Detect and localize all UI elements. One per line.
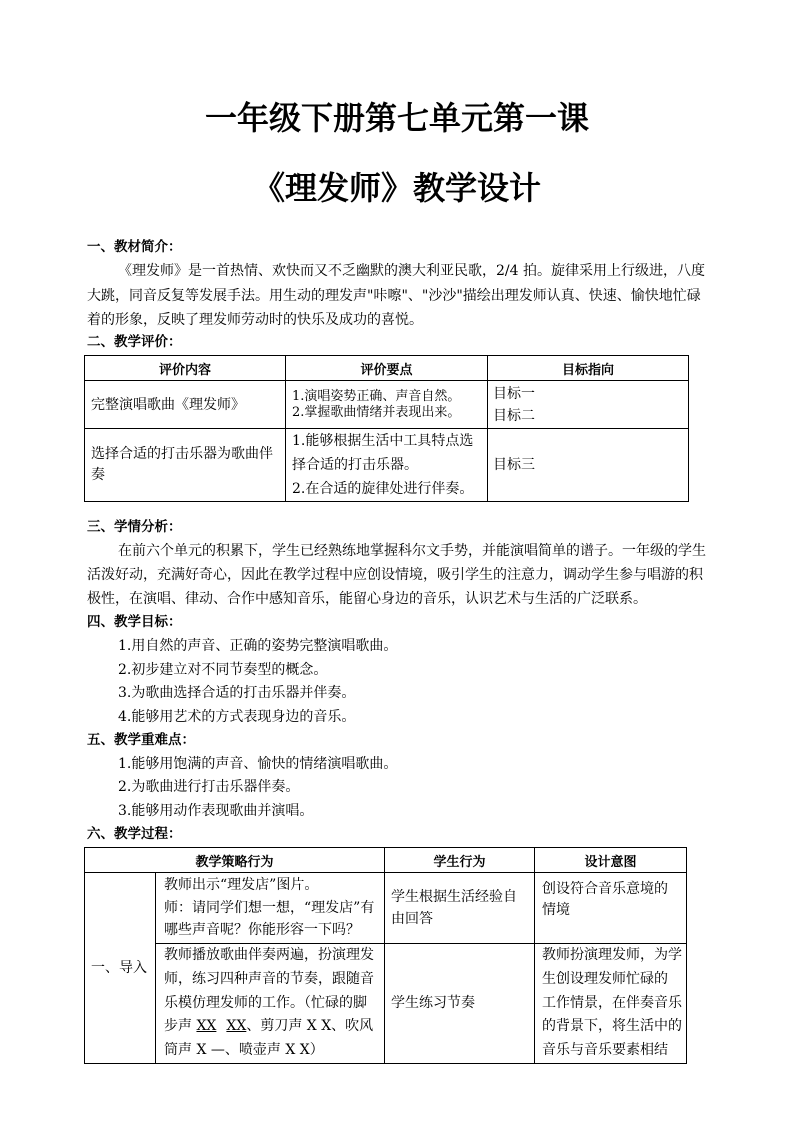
paragraph-line: 着的形象，反映了理发师劳动时的快乐及成功的喜悦。 — [87, 312, 423, 328]
table-cell — [535, 873, 687, 944]
cell-line: 乐模仿理发师的工作。（忙碌的脚 — [164, 994, 367, 1011]
evaluation-table — [84, 355, 689, 502]
rhythm-notation: XX — [196, 1018, 217, 1035]
cell-line: 创设符合音乐意境的 — [542, 881, 669, 897]
table-cell — [286, 381, 488, 429]
cell-line: 2.掌握歌曲情绪并表现出来。 — [292, 404, 461, 420]
section-heading-process: 六、教学过程： — [87, 826, 182, 842]
document-title: 一年级下册第七单元第一课 — [204, 99, 589, 137]
cell-line: 奏 — [91, 467, 105, 483]
stage-label: 一、导入 — [91, 959, 147, 976]
section-heading-learner-analysis: 三、学情分析： — [87, 519, 182, 535]
list-item: 4.能够用艺术的方式表现身边的音乐。 — [118, 709, 356, 725]
cell-line: 教师播放歌曲伴奏两遍，扮演理发 — [164, 947, 374, 963]
table-cell — [385, 873, 535, 944]
cell-line: 生创设理发师忙碌的 — [542, 970, 669, 987]
section-heading-objectives: 四、教学目标： — [87, 614, 182, 630]
table-header-cell: 设计意图 — [535, 848, 687, 873]
cell-line: 的背景下，将生活中的 — [542, 1018, 683, 1035]
teaching-process-table — [84, 847, 687, 1064]
cell-line: 择合适的打击乐器。 — [292, 457, 418, 473]
cell-line: 目标一 — [493, 385, 535, 402]
cell-line: 教师出示“理发店”图片。 — [164, 877, 319, 894]
cell-line: 学生根据生活经验自 — [391, 889, 518, 905]
table-cell — [156, 944, 385, 1064]
list-item: 1.用自然的声音、正确的姿势完整演唱歌曲。 — [118, 638, 398, 654]
rhythm-prefix: 步声 — [164, 1018, 197, 1035]
cell-line: 教师扮演理发师，为学 — [542, 947, 683, 963]
table-header-cell: 目标指向 — [488, 356, 689, 381]
list-item: 3.为歌曲选择合适的打击乐器并伴奏。 — [118, 685, 356, 701]
table-cell — [156, 873, 385, 944]
cell-line: 由回答 — [391, 911, 434, 927]
table-cell — [535, 944, 687, 1064]
cell-line: 音乐与音乐要素相结 — [542, 1042, 669, 1059]
stage-cell — [85, 873, 156, 1064]
table-header-cell: 评价内容 — [85, 356, 286, 381]
cell-line: 2.在合适的旋律处进行伴奏。 — [292, 481, 474, 497]
document-subtitle: 《理发师》教学设计 — [252, 169, 541, 207]
rhythm-notation: XX — [226, 1018, 247, 1035]
cell-line-rhythm — [164, 1015, 381, 1039]
cell-line: 目标二 — [493, 407, 535, 424]
section-heading-materials: 一、教材简介： — [87, 239, 182, 255]
paragraph-line: 极性，在演唱、律动、合作中感知音乐，能留心身边的音乐，认识艺术与生活的广泛联系。 — [87, 591, 647, 607]
cell-line: 哪些声音呢？你能形容一下吗？ — [164, 922, 360, 939]
list-item: 2.初步建立对不同节奏型的概念。 — [118, 662, 328, 678]
cell-line: 工作情景，在伴奏音乐 — [542, 994, 683, 1011]
table-header-cell: 教学策略行为 — [85, 848, 385, 873]
cell-line: 目标三 — [493, 457, 535, 473]
cell-line: 1.演唱姿势正确、声音自然。 — [292, 388, 461, 404]
table-cell — [286, 429, 488, 502]
cell-line: 完整演唱歌曲《理发师》 — [91, 396, 245, 413]
table-cell — [85, 381, 286, 429]
table-header-cell: 评价要点 — [286, 356, 488, 381]
table-cell — [488, 429, 689, 502]
cell-line: 筒声 X —、喷壶声 X X） — [164, 1042, 324, 1059]
rhythm-suffix: 、剪刀声 X X、吹风 — [246, 1018, 374, 1035]
cell-line: 学生练习节奏 — [391, 995, 476, 1012]
paragraph-line: 活泼好动，充满好奇心，因此在教学过程中应创设情境，吸引学生的注意力，调动学生参与唱游的积 — [87, 567, 703, 583]
paragraph-line: 《理发师》是一首热情、欢快而又不乏幽默的澳大利亚民歌，2/4 拍。旋律采用上行级进，八度 — [118, 263, 705, 279]
table-header-cell: 学生行为 — [385, 848, 535, 873]
section-heading-evaluation: 二、教学评价： — [87, 334, 182, 350]
paragraph-line: 大跳，同音反复等发展手法。用生动的理发声"咔嚓"、"沙沙"描绘出理发师认真、快速、愉快地忙碌 — [87, 288, 701, 304]
cell-line: 师，练习四种声音的节奏，跟随音 — [164, 970, 374, 987]
table-cell — [488, 381, 689, 429]
paragraph-line: 在前六个单元的积累下，学生已经熟练地掌握科尔文手势，并能演唱简单的谱子。一年级的学生 — [118, 543, 706, 559]
list-item: 3.能够用动作表现歌曲并演唱。 — [118, 803, 314, 819]
cell-line: 1.能够根据生活中工具特点选 — [292, 433, 474, 449]
table-cell — [385, 944, 535, 1064]
cell-line: 师：请同学们想一想，“理发店”有 — [164, 899, 375, 916]
list-item: 2.为歌曲进行打击乐器伴奏。 — [118, 779, 300, 795]
list-item: 1.能够用饱满的声音、愉快的情绪演唱歌曲。 — [118, 756, 398, 772]
cell-line: 情境 — [542, 902, 571, 918]
cell-line: 选择合适的打击乐器为歌曲伴 — [91, 446, 273, 462]
section-heading-key-points: 五、教学重难点： — [87, 732, 195, 748]
table-cell — [85, 429, 286, 502]
